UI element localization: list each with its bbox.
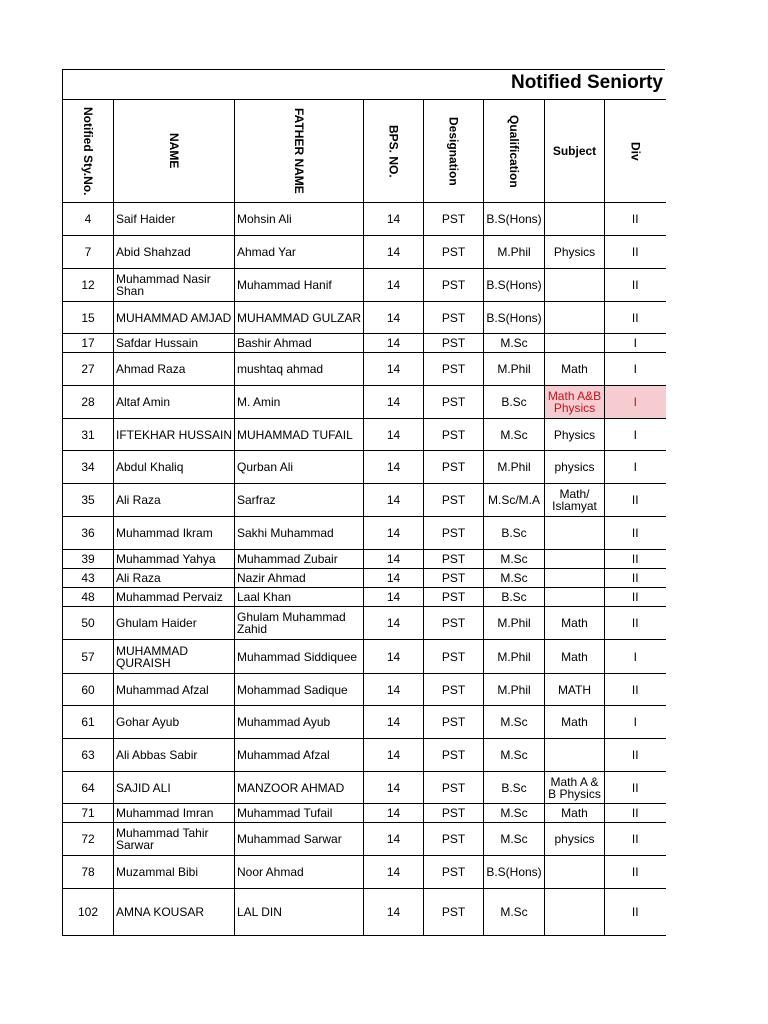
- table-row: [63, 804, 666, 823]
- cell-div: I: [605, 386, 666, 419]
- cell-div: II: [605, 772, 666, 804]
- cell-bps: 14: [364, 804, 424, 823]
- cell-bps: 14: [364, 889, 424, 936]
- table-row: [63, 640, 666, 674]
- cell-subject: [545, 550, 605, 569]
- header-div: Div: [605, 100, 666, 203]
- cell-sno: 78: [63, 856, 114, 889]
- table-row: [63, 739, 666, 772]
- cell-father: Qurban Ali: [235, 451, 364, 484]
- cell-name: IFTEKHAR HUSSAIN: [114, 419, 235, 451]
- cell-sno: 15: [63, 302, 114, 334]
- cell-father: Muhammad Sarwar: [235, 823, 364, 856]
- cell-name: Abid Shahzad: [114, 236, 235, 269]
- cell-name: Muhammad Afzal: [114, 674, 235, 706]
- header-father: FATHER NAME: [235, 100, 364, 203]
- cell-father: Muhammad Tufail: [235, 804, 364, 823]
- cell-div: II: [605, 674, 666, 706]
- cell-bps: 14: [364, 550, 424, 569]
- header-qualification: Qualification: [484, 100, 545, 203]
- cell-sno: 36: [63, 517, 114, 550]
- table-row: [63, 419, 666, 451]
- table-row: [63, 674, 666, 706]
- cell-designation: PST: [424, 804, 484, 823]
- cell-subject: [545, 739, 605, 772]
- cell-father: Nazir Ahmad: [235, 569, 364, 588]
- cell-designation: PST: [424, 550, 484, 569]
- cell-qualification: B.Sc: [484, 772, 545, 804]
- cell-qualification: B.Sc: [484, 386, 545, 419]
- cell-qualification: M.Sc: [484, 419, 545, 451]
- cell-div: I: [605, 451, 666, 484]
- cell-designation: PST: [424, 451, 484, 484]
- cell-subject: [545, 334, 605, 353]
- cell-designation: PST: [424, 739, 484, 772]
- cell-qualification: B.Sc: [484, 588, 545, 607]
- cell-bps: 14: [364, 823, 424, 856]
- cell-subject: Math/ Islamyat: [545, 484, 605, 517]
- table-body: [63, 203, 666, 936]
- cell-div: II: [605, 739, 666, 772]
- cell-bps: 14: [364, 451, 424, 484]
- cell-subject: [545, 269, 605, 302]
- cell-sno: 61: [63, 706, 114, 739]
- cell-subject: Physics: [545, 236, 605, 269]
- table-row: [63, 269, 666, 302]
- cell-designation: PST: [424, 889, 484, 936]
- cell-designation: PST: [424, 772, 484, 804]
- table-row: [63, 856, 666, 889]
- cell-bps: 14: [364, 484, 424, 517]
- cell-father: Noor Ahmad: [235, 856, 364, 889]
- cell-subject: Math: [545, 804, 605, 823]
- cell-bps: 14: [364, 856, 424, 889]
- cell-sno: 64: [63, 772, 114, 804]
- cell-father: Sarfraz: [235, 484, 364, 517]
- cell-div: I: [605, 353, 666, 386]
- table-row: [63, 607, 666, 640]
- cell-sno: 7: [63, 236, 114, 269]
- cell-subject: [545, 302, 605, 334]
- cell-name: Muhammad Imran: [114, 804, 235, 823]
- cell-qualification: B.S(Hons): [484, 302, 545, 334]
- cell-designation: PST: [424, 302, 484, 334]
- cell-designation: PST: [424, 569, 484, 588]
- cell-bps: 14: [364, 772, 424, 804]
- header-designation: Designation: [424, 100, 484, 203]
- cell-subject: Math A & B Physics: [545, 772, 605, 804]
- cell-sno: 48: [63, 588, 114, 607]
- cell-qualification: M.Sc: [484, 334, 545, 353]
- cell-qualification: B.S(Hons): [484, 856, 545, 889]
- cell-div: II: [605, 517, 666, 550]
- cell-qualification: M.Sc: [484, 739, 545, 772]
- cell-name: MUHAMMAD AMJAD: [114, 302, 235, 334]
- cell-qualification: M.Sc: [484, 804, 545, 823]
- cell-bps: 14: [364, 386, 424, 419]
- cell-div: II: [605, 856, 666, 889]
- cell-father: Muhammad Ayub: [235, 706, 364, 739]
- header-bps: BPS. NO.: [364, 100, 424, 203]
- cell-subject: Math: [545, 607, 605, 640]
- cell-bps: 14: [364, 517, 424, 550]
- cell-name: MUHAMMAD QURAISH: [114, 640, 235, 674]
- cell-div: II: [605, 236, 666, 269]
- table-row: [63, 706, 666, 739]
- cell-father: MANZOOR AHMAD: [235, 772, 364, 804]
- cell-subject: physics: [545, 823, 605, 856]
- cell-qualification: M.Sc: [484, 706, 545, 739]
- cell-div: I: [605, 640, 666, 674]
- cell-sno: 39: [63, 550, 114, 569]
- cell-qualification: M.Phil: [484, 353, 545, 386]
- table-row: [63, 517, 666, 550]
- seniority-sheet: [62, 69, 665, 936]
- cell-div: I: [605, 706, 666, 739]
- cell-sno: 35: [63, 484, 114, 517]
- cell-father: Bashir Ahmad: [235, 334, 364, 353]
- cell-bps: 14: [364, 334, 424, 353]
- cell-bps: 14: [364, 419, 424, 451]
- cell-sno: 57: [63, 640, 114, 674]
- cell-qualification: M.Phil: [484, 674, 545, 706]
- table-row: [63, 550, 666, 569]
- cell-bps: 14: [364, 607, 424, 640]
- table-row: [63, 484, 666, 517]
- header-name: NAME: [114, 100, 235, 203]
- cell-designation: PST: [424, 236, 484, 269]
- cell-subject: [545, 889, 605, 936]
- cell-name: Ali Raza: [114, 569, 235, 588]
- cell-father: Muhammad Hanif: [235, 269, 364, 302]
- cell-div: II: [605, 302, 666, 334]
- cell-sno: 72: [63, 823, 114, 856]
- seniority-table: [62, 99, 666, 936]
- cell-father: MUHAMMAD TUFAIL: [235, 419, 364, 451]
- table-row: [63, 334, 666, 353]
- table-row: [63, 302, 666, 334]
- cell-div: I: [605, 334, 666, 353]
- cell-designation: PST: [424, 517, 484, 550]
- cell-qualification: M.Sc/M.A: [484, 484, 545, 517]
- cell-sno: 17: [63, 334, 114, 353]
- header-subject: Subject: [545, 100, 605, 203]
- cell-bps: 14: [364, 203, 424, 236]
- cell-sno: 60: [63, 674, 114, 706]
- table-row: [63, 451, 666, 484]
- cell-name: SAJID ALI: [114, 772, 235, 804]
- cell-name: Muhammad Tahir Sarwar: [114, 823, 235, 856]
- cell-div: II: [605, 269, 666, 302]
- table-row: [63, 203, 666, 236]
- cell-name: Muhammad Nasir Shan: [114, 269, 235, 302]
- header-row: [63, 100, 666, 203]
- cell-bps: 14: [364, 569, 424, 588]
- cell-subject: MATH: [545, 674, 605, 706]
- cell-div: I: [605, 419, 666, 451]
- cell-name: Muhammad Pervaiz: [114, 588, 235, 607]
- cell-div: II: [605, 823, 666, 856]
- cell-sno: 27: [63, 353, 114, 386]
- cell-bps: 14: [364, 674, 424, 706]
- table-row: [63, 353, 666, 386]
- cell-father: LAL DIN: [235, 889, 364, 936]
- cell-father: Mohammad Sadique: [235, 674, 364, 706]
- cell-sno: 63: [63, 739, 114, 772]
- cell-div: II: [605, 889, 666, 936]
- cell-bps: 14: [364, 302, 424, 334]
- cell-qualification: M.Sc: [484, 550, 545, 569]
- cell-designation: PST: [424, 386, 484, 419]
- cell-subject: physics: [545, 451, 605, 484]
- cell-subject: Physics: [545, 419, 605, 451]
- cell-subject: [545, 856, 605, 889]
- table-row: [63, 772, 666, 804]
- cell-bps: 14: [364, 353, 424, 386]
- cell-bps: 14: [364, 640, 424, 674]
- cell-designation: PST: [424, 706, 484, 739]
- cell-div: II: [605, 588, 666, 607]
- cell-father: Sakhi Muhammad: [235, 517, 364, 550]
- cell-name: Ghulam Haider: [114, 607, 235, 640]
- table-row: [63, 889, 666, 936]
- cell-div: II: [605, 569, 666, 588]
- table-row: [63, 588, 666, 607]
- cell-subject: [545, 517, 605, 550]
- cell-name: Safdar Hussain: [114, 334, 235, 353]
- cell-sno: 43: [63, 569, 114, 588]
- cell-div: II: [605, 484, 666, 517]
- cell-designation: PST: [424, 640, 484, 674]
- cell-father: Ghulam Muhammad Zahid: [235, 607, 364, 640]
- cell-subject: Math: [545, 640, 605, 674]
- cell-qualification: M.Phil: [484, 236, 545, 269]
- cell-name: Abdul Khaliq: [114, 451, 235, 484]
- cell-subject: Math: [545, 706, 605, 739]
- cell-bps: 14: [364, 269, 424, 302]
- sheet-title: Notified Seniorty: [510, 72, 663, 93]
- cell-father: Ahmad Yar: [235, 236, 364, 269]
- cell-father: Muhammad Afzal: [235, 739, 364, 772]
- cell-sno: 12: [63, 269, 114, 302]
- cell-name: Ahmad Raza: [114, 353, 235, 386]
- cell-name: Altaf Amin: [114, 386, 235, 419]
- cell-div: II: [605, 607, 666, 640]
- cell-subject: Math A&B Physics: [545, 386, 605, 419]
- cell-sno: 4: [63, 203, 114, 236]
- table-row: [63, 236, 666, 269]
- cell-father: Muhammad Zubair: [235, 550, 364, 569]
- cell-father: MUHAMMAD GULZAR: [235, 302, 364, 334]
- cell-subject: [545, 588, 605, 607]
- cell-name: Ali Abbas Sabir: [114, 739, 235, 772]
- cell-designation: PST: [424, 588, 484, 607]
- cell-qualification: M.Phil: [484, 640, 545, 674]
- header-sno: Notified Sty.No.: [63, 100, 114, 203]
- cell-father: Muhammad Siddiquee: [235, 640, 364, 674]
- cell-div: II: [605, 804, 666, 823]
- cell-bps: 14: [364, 706, 424, 739]
- cell-name: Saif Haider: [114, 203, 235, 236]
- cell-qualification: B.Sc: [484, 517, 545, 550]
- table-row: [63, 386, 666, 419]
- cell-subject: [545, 569, 605, 588]
- cell-qualification: M.Sc: [484, 823, 545, 856]
- cell-designation: PST: [424, 674, 484, 706]
- table-row: [63, 569, 666, 588]
- cell-designation: PST: [424, 203, 484, 236]
- cell-name: Muhammad Yahya: [114, 550, 235, 569]
- cell-designation: PST: [424, 823, 484, 856]
- cell-father: Laal Khan: [235, 588, 364, 607]
- cell-sno: 34: [63, 451, 114, 484]
- cell-name: Ali Raza: [114, 484, 235, 517]
- title-row: [62, 69, 665, 99]
- cell-father: Mohsin Ali: [235, 203, 364, 236]
- cell-bps: 14: [364, 236, 424, 269]
- cell-sno: 71: [63, 804, 114, 823]
- cell-qualification: M.Phil: [484, 451, 545, 484]
- cell-name: Muzammal Bibi: [114, 856, 235, 889]
- cell-name: Muhammad Ikram: [114, 517, 235, 550]
- cell-subject: [545, 203, 605, 236]
- cell-qualification: B.S(Hons): [484, 269, 545, 302]
- cell-designation: PST: [424, 353, 484, 386]
- cell-sno: 28: [63, 386, 114, 419]
- cell-designation: PST: [424, 269, 484, 302]
- cell-father: M. Amin: [235, 386, 364, 419]
- cell-sno: 50: [63, 607, 114, 640]
- cell-father: mushtaq ahmad: [235, 353, 364, 386]
- cell-qualification: B.S(Hons): [484, 203, 545, 236]
- cell-sno: 102: [63, 889, 114, 936]
- cell-designation: PST: [424, 419, 484, 451]
- cell-subject: Math: [545, 353, 605, 386]
- cell-sno: 31: [63, 419, 114, 451]
- cell-designation: PST: [424, 607, 484, 640]
- cell-qualification: M.Sc: [484, 889, 545, 936]
- cell-bps: 14: [364, 739, 424, 772]
- cell-designation: PST: [424, 856, 484, 889]
- cell-qualification: M.Sc: [484, 569, 545, 588]
- cell-qualification: M.Phil: [484, 607, 545, 640]
- cell-name: Gohar Ayub: [114, 706, 235, 739]
- table-row: [63, 823, 666, 856]
- cell-designation: PST: [424, 484, 484, 517]
- cell-name: AMNA KOUSAR: [114, 889, 235, 936]
- cell-designation: PST: [424, 334, 484, 353]
- cell-bps: 14: [364, 588, 424, 607]
- cell-div: II: [605, 550, 666, 569]
- cell-div: II: [605, 203, 666, 236]
